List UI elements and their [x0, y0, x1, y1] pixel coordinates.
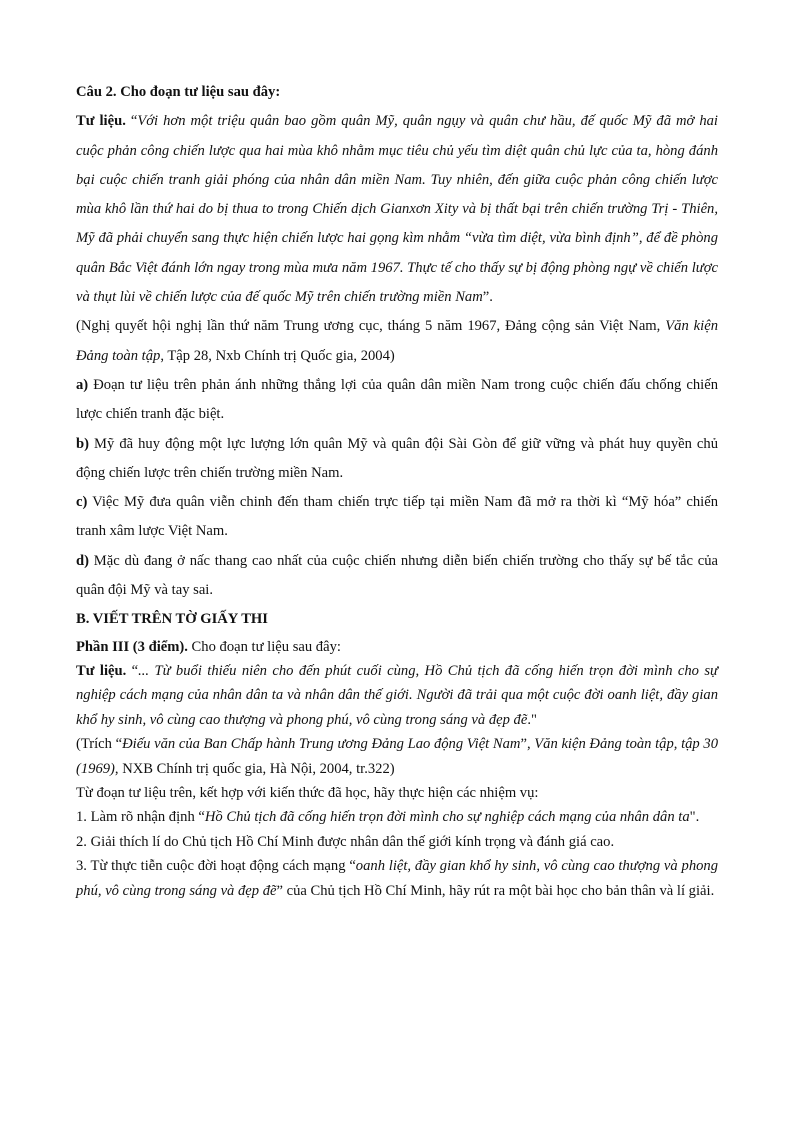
question-2-heading: Câu 2. Cho đoạn tư liệu sau đây: [76, 84, 281, 100]
question-2-source: Tư liệu. “Với hơn một triệu quân bao gồm quân Mỹ, quân ngụy và quân chư hầu, đế quốc Mỹ đã mở hai cuộc phản công chiến lược qua hai mùa khô nhằm mục tiêu chủ yếu tìm diệt quân chủ lực của ta, hòng đánh bại cuộc chiến tranh giải phóng của nhân dân miền Nam. Tuy nhiên, đến giữa cuộc phản công chiến lược mùa khô lần thứ hai do bị thua to trong Chiến dịch Gianxơn Xity và bị thất bại trên chiến trường Trị - Thiên, Mỹ đã phải chuyển sang thực hiện chiến lược hai gọng kìm nhằm “vừa tìm diệt, vừa bình định”, để đề phòng quân Bắc Việt đánh lớn ngay trong mùa mưa năm 1967. Thực tế cho thấy sự bị động phòng ngự về chiến lược và thụt lùi về chiến lược của đế quốc Mỹ trên chiến trường miền Nam”. [76, 113, 718, 306]
statement-c: c) Việc Mỹ đưa quân viễn chinh đến tham chiến trực tiếp tại miền Nam đã mở ra thời kì “Mỹ hóa” chiến tranh xâm lược Việt Nam. [76, 494, 718, 540]
part-3-quote: ... Từ buổi thiếu niên cho đến phút cuối cùng, Hồ Chủ tịch đã cống hiến trọn đời mình cho sự nghiệp cách mạng của nhân dân ta và nhân dân thế giới. Người đã trải qua một cuộc đời oanh liệt, đầy gian khổ hy sinh, vô cùng cao thượng và phong phú, vô cùng trong sáng và đẹp đẽ [76, 663, 718, 728]
statement-a: a) Đoạn tư liệu trên phản ánh những thắng lợi của quân dân miền Nam trong cuộc chiến đấu chống chiến lược chiến tranh đặc biệt. [76, 376, 718, 423]
part-3-source: Tư liệu. “... Từ buổi thiếu niên cho đến phút cuối cùng, Hồ Chủ tịch đã cống hiến trọn đời mình cho sự nghiệp cách mạng của nhân dân ta và nhân dân thế giới. Người đã trải qua một cuộc đời oanh liệt, đầy gian khổ hy sinh, vô cùng cao thượng và phong phú, vô cùng trong sáng và đẹp đẽ." [76, 663, 718, 728]
part-3-citation: (Trích “Điếu văn của Ban Chấp hành Trung ương Đảng Lao động Việt Nam”, Văn kiện Đảng toàn tập, tập 30 (1969), NXB Chính trị quốc gia, Hà Nội, 2004, tr.322) [76, 736, 718, 777]
part-3 [76, 635, 718, 903]
task-2: 2. Giải thích lí do Chủ tịch Hồ Chí Minh được nhân dân thế giới kính trọng và đánh giá cao. [76, 833, 615, 850]
document-page [76, 78, 718, 903]
section-b-heading: B. VIẾT TRÊN TỜ GIẤY THI [76, 611, 268, 628]
citation-title: Văn kiện Đảng toàn tập [76, 318, 718, 364]
part-3-heading: Phần III (3 điểm). Cho đoạn tư liệu sau đây: [76, 638, 341, 655]
task-intro: Từ đoạn tư liệu trên, kết hợp với kiến thức đã học, hãy thực hiện các nhiệm vụ: [76, 785, 539, 802]
source-quote: Với hơn một triệu quân bao gồm quân Mỹ, quân ngụy và quân chư hầu, đế quốc Mỹ đã mở hai cuộc phản công chiến lược qua hai mùa khô nhằm mục tiêu chủ yếu tìm diệt quân chủ lực của ta, hòng đánh bại cuộc chiến tranh giải phóng của nhân dân miền Nam. Tuy nhiên, đến giữa cuộc phản công chiến lược mùa khô lần thứ hai do bị thua to trong Chiến dịch Gianxơn Xity và bị thất bại trên chiến trường Trị - Thiên, Mỹ đã phải chuyển sang thực hiện chiến lược hai gọng kìm nhằm “vừa tìm diệt, vừa bình định”, để đề phòng quân Bắc Việt đánh lớn ngay trong mùa mưa năm 1967. Thực tế cho thấy sự bị động phòng ngự về chiến lược và thụt lùi về chiến lược của đế quốc Mỹ trên chiến trường miền Nam [76, 113, 718, 306]
source-label: Tư liệu. [76, 113, 126, 130]
statement-d: d) Mặc dù đang ở nấc thang cao nhất của cuộc chiến nhưng diễn biến chiến trường cho thấy sự bế tắc của quân đội Mỹ và tay sai. [76, 552, 718, 599]
question-2-citation: (Nghị quyết hội nghị lần thứ năm Trung ương cục, tháng 5 năm 1967, Đảng cộng sản Việt Nam, Văn kiện Đảng toàn tập, Tập 28, Nxb Chính trị Quốc gia, 2004) [76, 318, 718, 364]
statement-b: b) Mỹ đã huy động một lực lượng lớn quân Mỹ và quân đội Sài Gòn để giữ vững và phát huy quyền chủ động chiến lược trên chiến trường miền Nam. [76, 435, 718, 481]
task-3: 3. Từ thực tiễn cuộc đời hoạt động cách mạng “oanh liệt, đầy gian khổ hy sinh, vô cùng cao thượng và phong phú, vô cùng trong sáng và đẹp đẽ” của Chủ tịch Hồ Chí Minh, hãy rút ra một bài học cho bản thân và lí giải. [76, 858, 719, 899]
task-1: 1. Làm rõ nhận định “Hồ Chủ tịch đã cống hiến trọn đời mình cho sự nghiệp cách mạng của nhân dân ta". [76, 809, 700, 826]
